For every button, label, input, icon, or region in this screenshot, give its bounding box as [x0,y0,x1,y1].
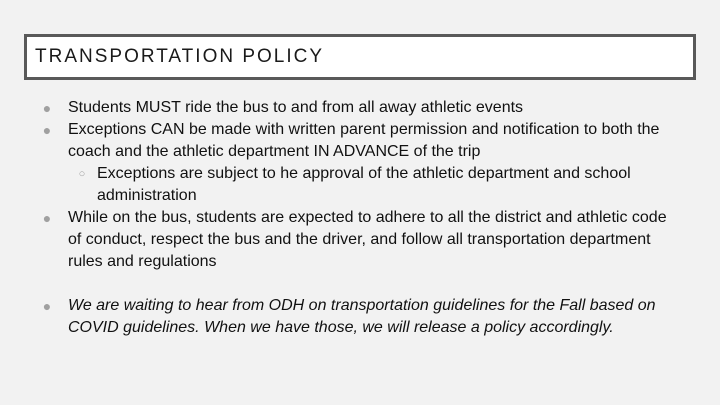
list-item [40,207,680,273]
bullet-list [40,97,680,339]
list-item [40,119,680,163]
bullet-dot-icon: ● [42,100,52,116]
bullet-dot-icon: ● [42,210,52,226]
list-item-text: We are waiting to hear from ODH on transportation guidelines for the Fall based on COVID guidelines. When we have those, we will release a policy accordingly. [68,297,656,336]
sub-list-item [40,163,680,207]
list-item-text: While on the bus, students are expected to adhere to all the district and athletic code of conduct, respect the bus and the driver, and follow all transportation department rules and regulations [68,209,667,270]
bullet-circle-icon: ○ [78,168,86,180]
list-item-text: Exceptions CAN be made with written parent permission and notification to both the coach and the athletic department IN ADVANCE of the trip [68,121,660,160]
list-item [40,97,680,119]
list-item-text: Students MUST ride the bus to and from all away athletic events [68,99,524,116]
bullet-dot-icon: ● [42,298,52,314]
sub-list-item-text: Exceptions are subject to he approval of the athletic department and school administration [97,165,631,204]
title-box [24,34,696,80]
bullet-dot-icon: ● [42,122,52,138]
slide-title: TRANSPORTATION POLICY [35,46,325,67]
list-item [40,295,680,339]
spacer [40,273,680,295]
